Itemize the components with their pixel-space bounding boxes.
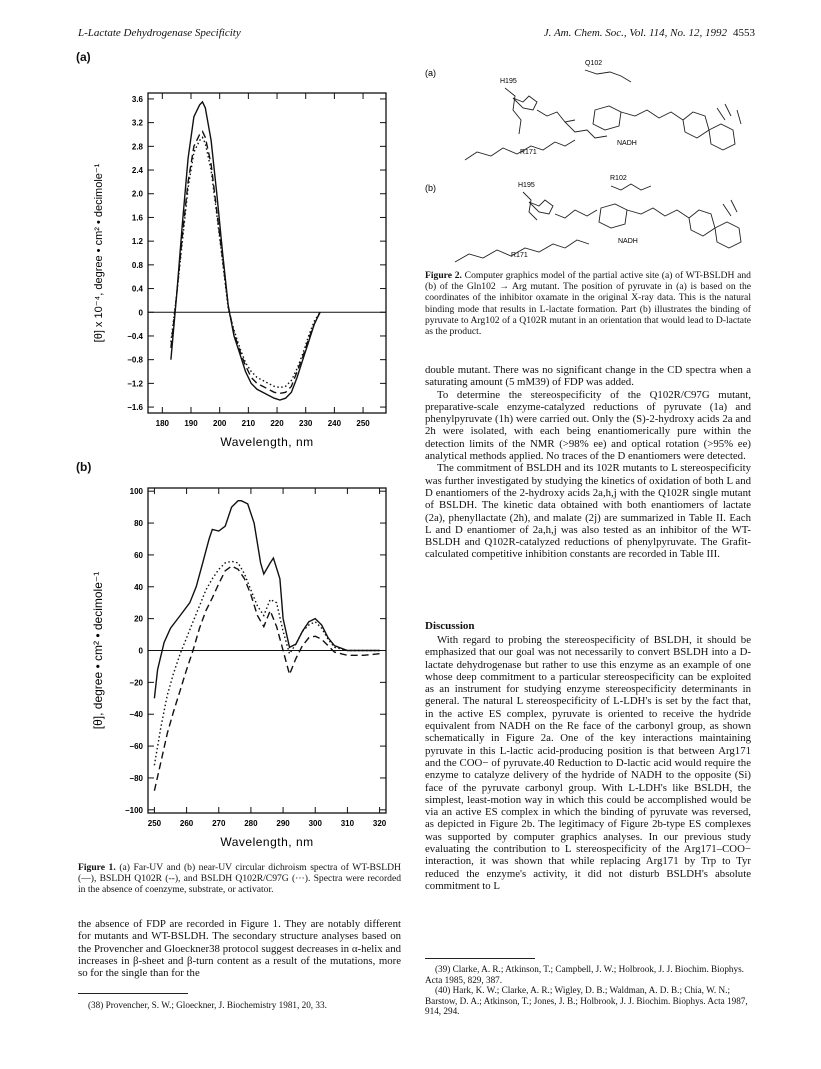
plot-frame xyxy=(148,93,386,413)
footnote: (39) Clarke, A. R.; Atkinson, T.; Campbell, J. W.; Holbrook, J. J. Biochim. Biophys. Acta 1985, 829, 387. xyxy=(425,964,744,985)
running-header-title: L-Lactate Dehydrogenase Specificity xyxy=(78,27,241,39)
x-tick-label: 270 xyxy=(212,819,226,828)
series-line-dotted xyxy=(154,561,379,765)
right-footnotes xyxy=(425,964,751,1017)
discussion-section xyxy=(425,620,751,892)
x-tick-label: 280 xyxy=(244,819,258,828)
figure2-caption-text: Computer graphics model of the partial active site (a) of WT-BSLDH and (b) of the Gln102 → Arg mutant. The position of pyruvate in (a) is based on the coordinates of the inhibitor oxamate in the original X-ray data. This is the natural binding mode that results in L-lactate formation. Part (b) illustrates the binding of pyruvate to Arg102 of a Q102R mutant in an orientation that would lead to D-lactate as the product. xyxy=(425,270,751,338)
label-q102: Q102 xyxy=(585,60,603,67)
y-tick-label: 1.2 xyxy=(131,237,143,247)
y-tick-label: 60 xyxy=(134,550,143,560)
running-header-journal xyxy=(544,27,755,39)
left-body-paragraph: the absence of FDP are recorded in Figure 1. They are notably different for mutants and WT-BSLDH. The secondary structure analyses based on the Provencher and Gloeckner38 protocol suggest decreases in α-helix and increases in β-sheet and β-turn content as a result of the mutations, more so for the single than for the xyxy=(78,918,401,980)
x-tick-label: 190 xyxy=(184,419,198,428)
y-tick-label: −100 xyxy=(124,805,143,815)
figure1-caption-prefix: Figure 1. xyxy=(78,862,116,873)
x-tick-label: 200 xyxy=(213,419,227,428)
series-line-dashed xyxy=(171,132,320,394)
label-r102: R102 xyxy=(610,175,627,182)
y-axis-label: [θ], degree • cm² • decimole⁻¹ xyxy=(91,571,105,730)
figure1-caption-text: (a) Far-UV and (b) near-UV circular dichroism spectra of WT-BSLDH (—), BSLDH Q102R (--), and BSLDH Q102R/C97G (···). Spectra were recorded in the absence of coenzyme, substrate, or activator. xyxy=(78,862,401,896)
x-tick-label: 300 xyxy=(308,819,322,828)
x-tick-label: 290 xyxy=(276,819,290,828)
y-tick-label: −20 xyxy=(129,678,143,688)
right-column-body xyxy=(425,364,751,561)
x-tick-label: 220 xyxy=(270,419,284,428)
y-tick-label: 2.4 xyxy=(131,166,143,176)
figure2-panel-a-label: (a) xyxy=(425,68,436,78)
x-tick-label: 180 xyxy=(155,419,170,428)
discussion-paragraph: With regard to probing the stereospecificity of BSLDH, it should be emphasized that our goal was not necessarily to convert BSLDH into a D-lactate dehydrogenase but rather to use this enzyme as an example of one whose deep commitment to a particular stereospecificity can be exploited as an instrument for studying enzyme stereospecificity determinants in general. The natural L stereospecificity of L-LDH's is set by the fact that, in the active ES complex, pyruvate is oriented to receive the hydride equivalent from NADH on the Re face of the carbonyl group, as shown schematically in Figure 2a. One of the key interactions maintaining pyruvate in this L-lactic acid-producing position is that between Arg171 and the COO− of pyruvate.40 Reduction to D-lactic acid would require the enzyme to catalyze delivery of the hydride of NADH to the opposite (Si) face of the pyruvate carbonyl group. With L-LDH's like BSLDH, the simplest, least-motion way in which this could be accomplished would be via an active ES complex in which the binding of pyruvate was reversed, as depicted in Figure 2b. The legitimacy of Figure 2b-type ES complexes was supported by computer graphics analyses. In our previous study evaluating the contribution to L stereospecificity of the Arg171–COO− interaction, it was shown that while replacing Arg171 by Trp to Tyr reduced the enzyme's activity, it did not disturb BSLDH's absolute commitment to L xyxy=(425,634,751,892)
y-tick-label: 20 xyxy=(134,614,143,624)
page-number: 4553 xyxy=(733,27,755,39)
y-tick-label: −60 xyxy=(129,742,143,752)
y-tick-label: 80 xyxy=(134,519,143,529)
x-tick-label: 210 xyxy=(241,419,256,428)
y-tick-label: −0.8 xyxy=(127,355,143,365)
left-column-body xyxy=(78,918,401,979)
series-line-dotted xyxy=(171,137,320,387)
y-tick-label: −1.6 xyxy=(127,403,143,413)
label-r171-b: R171 xyxy=(511,252,528,259)
footnote-rule-right xyxy=(425,958,535,959)
figure2-panel-b-label: (b) xyxy=(425,183,436,193)
label-nadh-b: NADH xyxy=(618,238,638,245)
y-tick-label: −40 xyxy=(129,710,143,720)
x-tick-label: 320 xyxy=(372,819,387,828)
x-tick-label: 310 xyxy=(340,819,355,828)
y-tick-label: 100 xyxy=(129,487,143,497)
x-axis-label: Wavelength, nm xyxy=(220,835,314,849)
figure1-panel-a-label: (a) xyxy=(76,50,91,64)
figure2-active-site-model xyxy=(425,50,755,270)
y-tick-label: −0.4 xyxy=(127,331,143,341)
figure1-caption xyxy=(78,862,401,896)
figure2-caption-prefix: Figure 2. xyxy=(425,270,462,281)
figure1-panel-b-label: (b) xyxy=(76,460,92,474)
footnote: (38) Provencher, S. W.; Gloeckner, J. Biochemistry 1981, 20, 33. xyxy=(88,1000,327,1010)
y-tick-label: 0 xyxy=(138,308,143,318)
x-tick-label: 250 xyxy=(147,819,162,828)
y-tick-label: −1.2 xyxy=(127,379,143,389)
figure1a-cd-chart xyxy=(80,85,400,460)
footnote-rule-left xyxy=(78,993,188,994)
y-tick-label: 0 xyxy=(138,646,143,656)
x-tick-label: 260 xyxy=(179,819,194,828)
y-tick-label: 2.0 xyxy=(131,189,143,199)
label-h195-b: H195 xyxy=(518,182,535,189)
series-line-solid xyxy=(154,501,379,699)
y-tick-label: 1.6 xyxy=(131,213,143,223)
x-tick-label: 230 xyxy=(299,419,313,428)
molecular-model-drawing xyxy=(455,70,741,262)
right-body-paragraph: To determine the stereospecificity of the Q102R/C97G mutant, preparative-scale enzyme-catalyzed reductions of pyruvate (1a) and phenylpyruvate (1h) were carried out. Only the (S)-2-hydroxy acids 2a and 2h were isolated, with each being enantiomerically pure within the detection limits of the NMR (>98% ee) and optical rotation (>95% ee) analytical methods applied. No traces of the D enantiomers were detected. xyxy=(425,388,751,463)
y-axis-label: [θ] x 10⁻⁴, degree • cm² • decimole⁻¹ xyxy=(93,163,105,343)
discussion-heading: Discussion xyxy=(425,620,475,632)
x-tick-label: 250 xyxy=(356,419,370,428)
series-line-dashed xyxy=(154,566,379,791)
y-tick-label: 0.4 xyxy=(131,284,143,294)
right-body-paragraph: double mutant. There was no significant change in the CD spectra when a saturating amount (5 mM39) of FDP was added. xyxy=(425,364,751,389)
y-tick-label: 3.2 xyxy=(131,118,143,128)
label-r171-a: R171 xyxy=(520,149,537,156)
y-tick-label: 3.6 xyxy=(131,94,143,104)
y-tick-label: −80 xyxy=(129,773,143,783)
footnote: (40) Hark, K. W.; Clarke, A. R.; Wigley, D. B.; Waldman, A. D. B.; Chia, W. N.; Barstow, D. A.; Atkinson, T.; Jones, J. B.; Holbrook, J. J. Biochim. Biophys. Acta 1987, 914, 294. xyxy=(425,985,748,1017)
y-tick-label: 40 xyxy=(134,582,143,592)
figure2-caption xyxy=(425,270,751,337)
label-h195-a: H195 xyxy=(500,78,517,85)
figure1b-cd-chart xyxy=(80,480,400,860)
x-axis-label: Wavelength, nm xyxy=(220,435,314,449)
x-tick-label: 240 xyxy=(327,419,342,428)
y-tick-label: 0.8 xyxy=(131,260,143,270)
left-footnotes xyxy=(78,1000,401,1011)
label-nadh-a: NADH xyxy=(617,140,637,147)
journal-citation: J. Am. Chem. Soc., Vol. 114, No. 12, 1992 xyxy=(543,27,727,39)
y-tick-label: 2.8 xyxy=(131,142,143,152)
right-body-paragraph: The commitment of BSLDH and its 102R mutants to L stereospecificity was further investigated by studying the kinetics of oxidation of both L and D enantiomers of the 2-hydroxy acids 2a,h,j with the Q102R single mutant of BSLDH. The kinetic data obtained with both enantiomers of lactate (2a), phenyllactate (2h), and malate (2j) are summarized in Table II. Each L and D enantiomer of 2a,h,j was also tested as an inhibitor of the WT-BSLDH and Q102R-catalyzed reductions of phenylpyruvate. The Grafit-calculated competitive inhibition constants are recorded in Table III. xyxy=(425,462,751,561)
